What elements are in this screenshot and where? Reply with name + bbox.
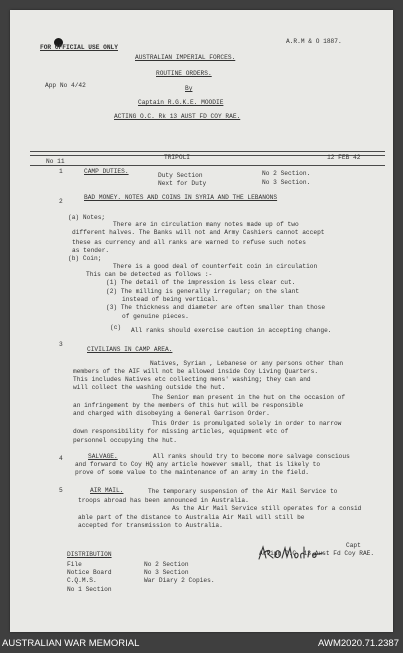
salvage-line: prove of some value to the maintenance of an army in the field. [75, 469, 309, 476]
coin-line: of genuine pieces. [122, 313, 189, 320]
section-1-title: CAMP DUTIES. [84, 168, 129, 175]
next-duty-value: No 3 Section. [262, 179, 311, 186]
civilians-line: will collect the washing outside the hut. [73, 384, 226, 391]
top-rule [30, 151, 385, 152]
coin-line: This can be detected as follows :- [86, 271, 213, 278]
date-rule [30, 165, 385, 166]
airmail-line: able part of the distance to Australia Air Mail will still be [78, 514, 305, 521]
order-number: No 11 [46, 158, 65, 165]
section-2-title: BAD MONEY. NOTES AND COINS IN SYRIA AND THE LEBANONS [84, 194, 278, 201]
civilians-line: an infringement by the members of this hut will be responsible [73, 402, 304, 409]
civilians-line: members of the AIF will not be allowed inside Coy Living Quarters. [73, 368, 319, 375]
section-5-title: AIR MAIL. [90, 487, 124, 494]
distribution-ref: No 2 Section [144, 561, 189, 568]
acting-officer: ACTING O.C. Rk 13 AUST FD COY RAE. [114, 113, 241, 120]
section-2-number: 2 [59, 198, 63, 205]
duty-value: No 2 Section. [262, 170, 311, 177]
distribution-to: C.Q.M.S. [67, 577, 97, 584]
orders-title: ROUTINE ORDERS. [156, 70, 212, 77]
civilians-line: This includes Natives etc collecting mens' washing; they can and [73, 376, 311, 383]
distribution-to: Notice Board [67, 569, 112, 576]
distribution-ref: War Diary 2 Copies. [144, 577, 215, 584]
coin-line: There is a good deal of counterfeit coin in circulation [113, 263, 318, 270]
archive-footer [0, 634, 403, 653]
section-4-number: 4 [59, 455, 63, 462]
coin-line: All ranks should exercise caution in accepting change. [131, 327, 332, 334]
civilians-line: and charged with disobeying a General Garrison Order. [73, 410, 270, 417]
section-1-number: 1 [59, 168, 63, 175]
salvage-line: and forward to Coy HQ any article however small, that is likely to [75, 461, 321, 468]
civilians-line: Natives, Syrian , Lebanese or any persons other than [150, 360, 344, 367]
coin-line: (2) The milling is generally irregular; on the slant [106, 288, 300, 295]
airmail-line: accepted for transmission to Australia. [78, 522, 223, 529]
classification: FOR OFFICIAL USE ONLY [40, 44, 118, 51]
salvage-line: All ranks should try to become more salvage conscious [153, 453, 350, 460]
civilians-line: personnel occupying the hut. [73, 437, 177, 444]
by-label: By [185, 85, 193, 92]
duty-label: Duty Section [158, 172, 203, 179]
notes-line: these as currency and all ranks are warned to refuse such notes [72, 239, 306, 246]
civilians-line: down responsibility for missing articles, equipment etc of [73, 428, 289, 435]
section-5-number: 5 [59, 487, 63, 494]
coin-line: (3) The thickness and diameter are often smaller than those [106, 304, 326, 311]
distribution-ref: No 3 Section [144, 569, 189, 576]
coin-mark: (c) [110, 324, 122, 331]
signatory-title: Acting O.C. 13 Aust Fd Coy RAE. [259, 550, 375, 557]
footer-institution: AUSTRALIAN WAR MEMORIAL [2, 638, 140, 649]
section-3-title: CIVILIANS IN CAMP AREA. [87, 346, 173, 353]
notes-line: There are in circulation many notes made up of two [113, 221, 299, 228]
civilians-line: This Order is promulgated solely in order to narrow [152, 420, 342, 427]
airmail-line: As the Air Mail Service still operates for a consid [172, 505, 362, 512]
distribution-to: File [67, 561, 82, 568]
airmail-line: troops abroad has been announced in Australia. [78, 497, 249, 504]
organisation: AUSTRALIAN IMPERIAL FORCES. [135, 54, 236, 61]
notes-label: (a) Notes; [68, 214, 106, 221]
footer-accession-number: AWM2020.71.2387 [318, 638, 399, 649]
signatory-rank: Capt [346, 542, 361, 549]
captain-name: Captain R.G.K.E. MOODIE [138, 99, 224, 106]
distribution-to: No 1 Section [67, 586, 112, 593]
coin-label: (b) Coin; [68, 255, 102, 262]
distribution-title: DISTRIBUTION [67, 551, 112, 558]
airmail-line: The temporary suspension of the Air Mail Service to [148, 488, 338, 495]
app-number: App No 4/42 [45, 82, 86, 89]
section-3-number: 3 [59, 341, 63, 348]
place: TRIPOLI [164, 154, 190, 161]
coin-line: (1) The detail of the impression is less clear cut. [106, 279, 296, 286]
coin-line: instead of being vertical. [122, 296, 219, 303]
notes-line: different halves. The Banks will not and Army Cashiers cannot accept [72, 229, 325, 236]
notes-line: as tender. [72, 247, 110, 254]
section-4-title: SALVAGE. [88, 453, 118, 460]
order-date: 12 FEB 42 [327, 154, 361, 161]
next-duty-label: Next for Duty [158, 180, 207, 187]
civilians-line: The Senior man present in the hut on the occasion of [152, 394, 346, 401]
document-page [10, 10, 393, 632]
reference-number: A.R.M & O 1887. [286, 38, 342, 45]
